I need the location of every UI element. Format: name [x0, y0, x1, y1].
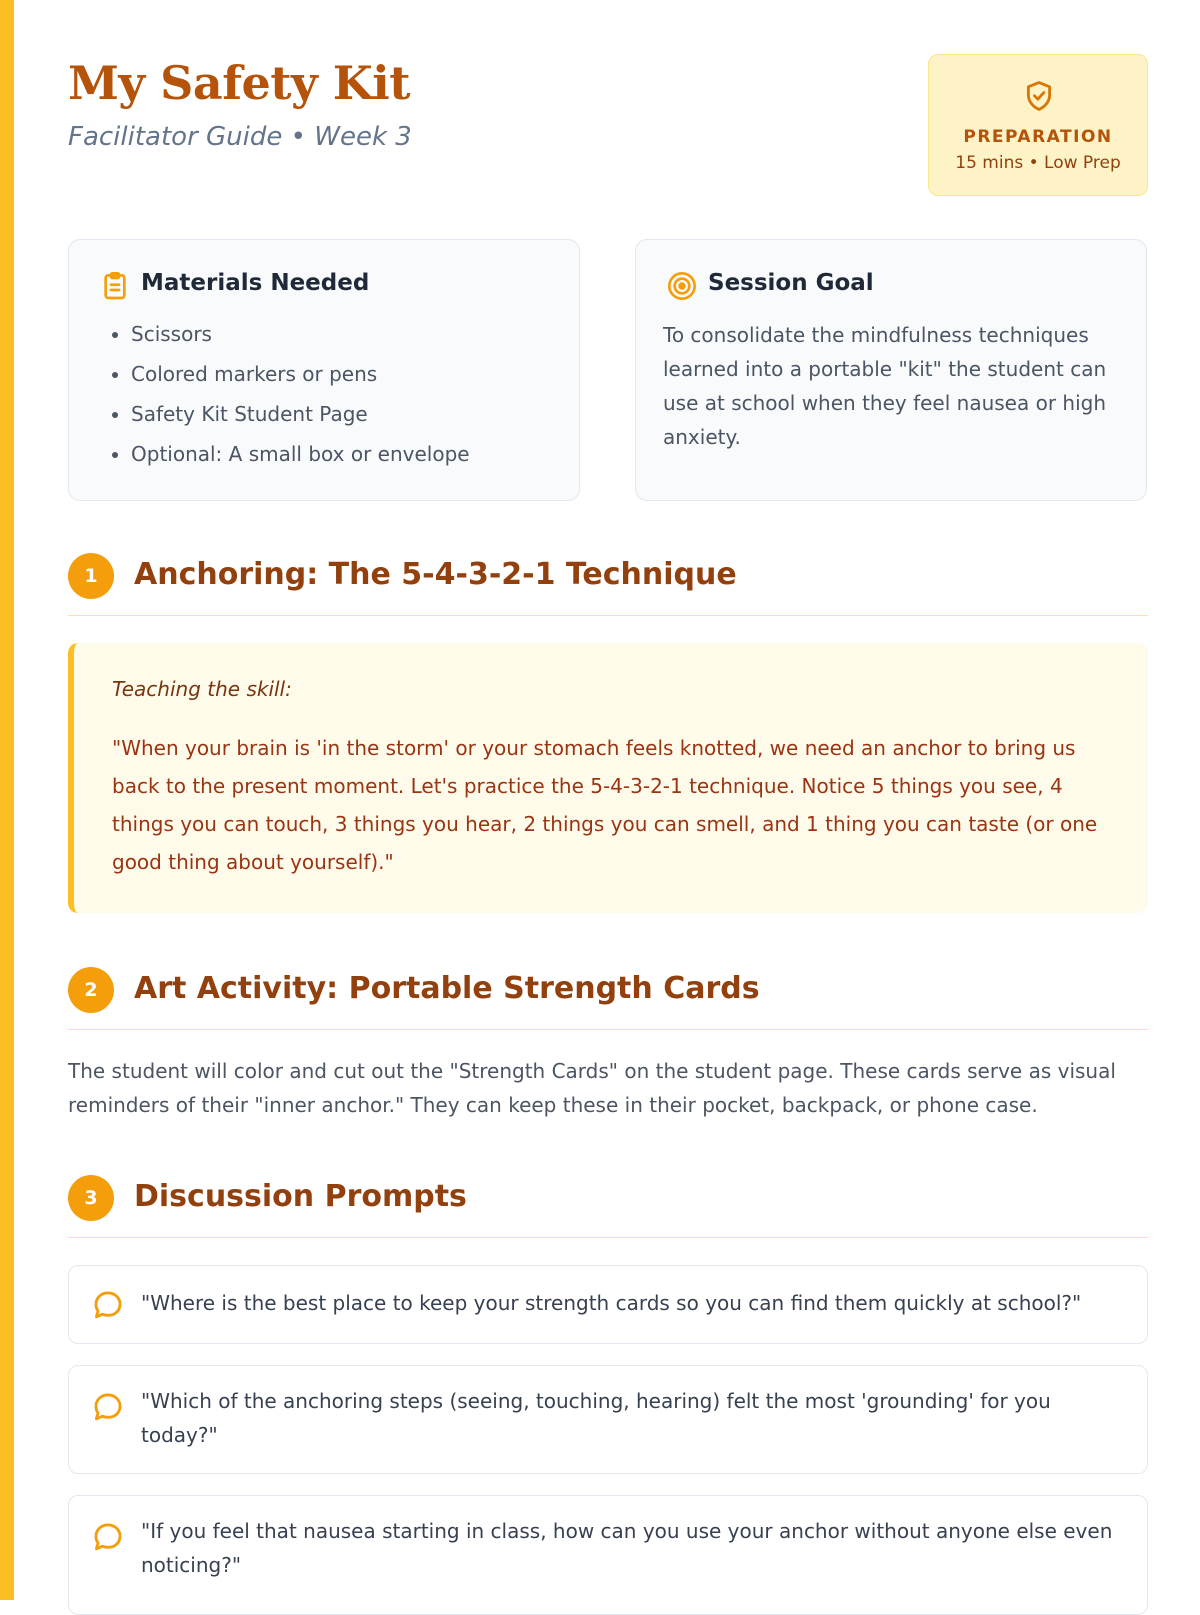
- shield-check-icon: [1022, 77, 1056, 115]
- discussion-prompt-card: [68, 1495, 1148, 1615]
- accent-bar: [0, 0, 14, 1600]
- section-discussion-header: [68, 1175, 1148, 1238]
- list-item: • Safety Kit Student Page: [131, 400, 470, 440]
- prompt-text: "If you feel that nausea starting in class, how can you use your anchor without anyone else even noticing?": [141, 1519, 1113, 1577]
- step-number-badge: 3: [68, 1175, 114, 1221]
- chat-bubble-icon: [91, 1390, 125, 1424]
- step-number-badge: 1: [68, 553, 114, 599]
- section-title: Anchoring: The 5-4-3-2-1 Technique: [134, 557, 737, 592]
- prompt-text: "Where is the best place to keep your strength cards so you can find them quickly at school?": [141, 1291, 1082, 1315]
- section-art-activity-header: [68, 967, 1148, 1030]
- chat-bubble-icon: [91, 1520, 125, 1554]
- discussion-prompt-card: [68, 1265, 1148, 1344]
- preparation-meta: 15 mins • Low Prep: [955, 153, 1121, 173]
- preparation-label: PREPARATION: [963, 127, 1113, 147]
- section-title: Art Activity: Portable Strength Cards: [134, 971, 760, 1006]
- clipboard-icon: [99, 270, 131, 302]
- session-goal-title: Session Goal: [708, 270, 874, 296]
- page-title: My Safety Kit: [68, 56, 410, 110]
- teaching-quote: "When your brain is 'in the storm' or your stomach feels knotted, we need an anchor to bring us back to the present moment. Let's practice the 5-4-3-2-1 technique. Notice 5 things you see, 4 things you can touch, 3 things you hear, 2 things you can smell, and 1 thing you can taste (or one good thing about yourself).": [112, 736, 1098, 874]
- list-item: • Colored markers or pens: [131, 360, 470, 400]
- preparation-badge: [928, 54, 1148, 196]
- chat-bubble-icon: [91, 1288, 125, 1322]
- page-subtitle: Facilitator Guide • Week 3: [68, 122, 412, 152]
- materials-card: [68, 239, 580, 501]
- section-title: Discussion Prompts: [134, 1179, 467, 1214]
- materials-title: Materials Needed: [141, 270, 370, 296]
- prompt-text: "Which of the anchoring steps (seeing, touching, hearing) felt the most 'grounding' for you today?": [141, 1389, 1051, 1447]
- materials-list: [105, 320, 470, 480]
- target-icon: [666, 270, 698, 302]
- session-goal-card: [635, 239, 1147, 501]
- page-header: [68, 0, 1148, 200]
- discussion-prompt-card: [68, 1365, 1148, 1474]
- step-number-badge: 2: [68, 967, 114, 1013]
- session-goal-text: To consolidate the mindfulness techniques learned into a portable "kit" the student can use at school when they feel nausea or high anxiety.: [663, 323, 1107, 449]
- teaching-callout: [68, 643, 1148, 913]
- list-item: • Scissors: [131, 320, 470, 360]
- art-activity-text: The student will color and cut out the "Strength Cards" on the student page. These cards serve as visual reminders of their "inner anchor." They can keep these in their pocket, backpack, or phone case.: [68, 1059, 1116, 1117]
- list-item: • Optional: A small box or envelope: [131, 440, 470, 480]
- teaching-label: Teaching the skill:: [112, 677, 292, 701]
- facilitator-guide-page: [68, 0, 1148, 1577]
- section-anchoring-header: [68, 553, 1148, 616]
